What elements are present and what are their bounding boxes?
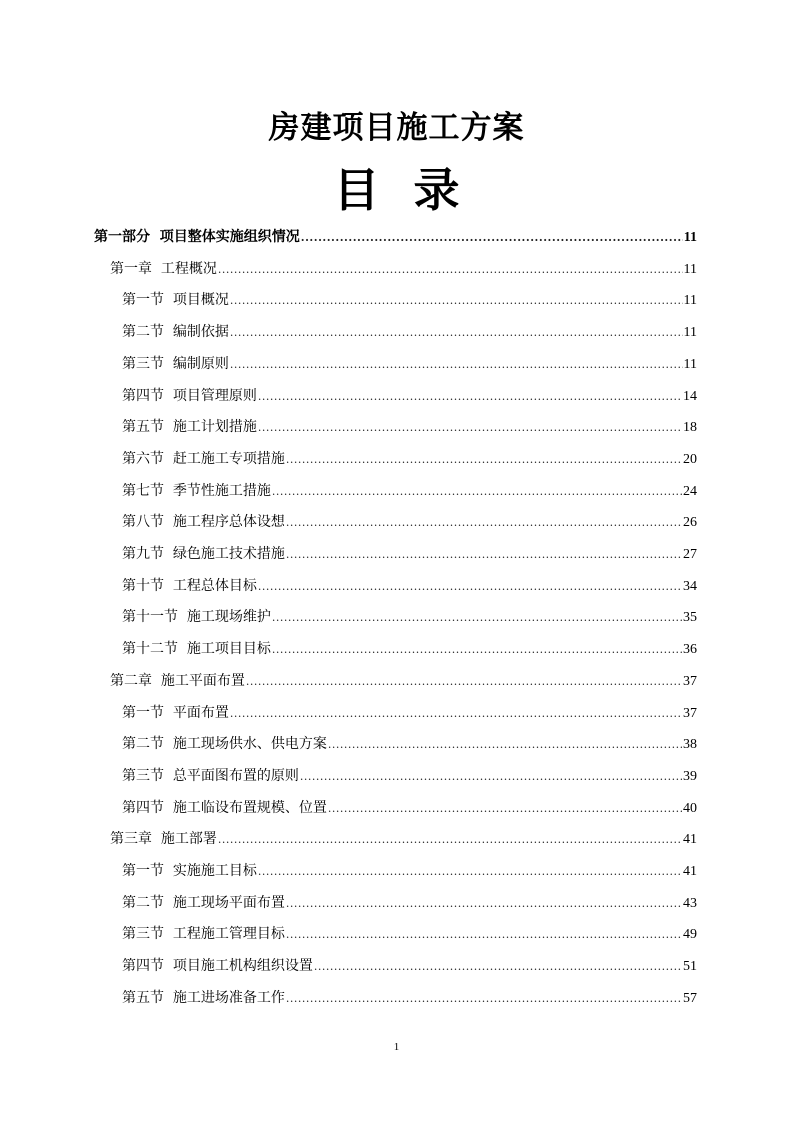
toc-entry-section[interactable]	[122, 416, 697, 438]
toc-entry-section[interactable]	[122, 987, 697, 1009]
toc-entry-section[interactable]	[122, 733, 697, 755]
toc-entry-label: 第四节 项目施工机构组织设置	[122, 958, 313, 975]
toc-entry-label: 第二章 施工平面布置	[110, 672, 245, 689]
dot-leader	[258, 861, 682, 883]
toc-entry-label: 第一部分 项目整体实施组织情况	[94, 229, 300, 245]
toc-entry-page: 34	[683, 578, 697, 594]
toc-entry-section[interactable]	[122, 385, 697, 407]
toc-entry-section[interactable]	[122, 575, 697, 597]
toc-entry-label: 第七节 季节性施工措施	[122, 482, 271, 499]
toc-entry-page: 11	[683, 230, 697, 245]
toc-entry-page: 51	[683, 959, 697, 975]
toc-entry-page: 38	[683, 737, 697, 753]
toc-entry-label: 第十节 工程总体目标	[122, 577, 257, 594]
toc-entry-label: 第二节 编制依据	[122, 324, 229, 341]
toc-entry-page: 40	[683, 800, 697, 816]
toc-entry-label: 第一节 实施施工目标	[122, 863, 257, 879]
dot-leader	[272, 481, 682, 503]
toc-entry-page: 27	[683, 547, 697, 562]
dot-leader	[301, 227, 683, 249]
toc-entry-section[interactable]	[122, 606, 697, 628]
dot-leader	[286, 924, 682, 946]
toc-entry-section[interactable]	[122, 321, 697, 343]
toc-entry-label: 第二节 施工现场供水、供电方案	[122, 736, 327, 753]
toc-entry-part-1[interactable]	[94, 226, 697, 248]
toc-entry-page: 37	[683, 705, 697, 721]
toc-entry-page: 20	[683, 451, 697, 467]
dot-leader	[258, 576, 682, 598]
toc-entry-section[interactable]	[122, 289, 697, 311]
toc-entry-label: 第一节 项目概况	[122, 292, 229, 309]
dot-leader	[258, 386, 682, 408]
toc-entry-section[interactable]	[122, 860, 697, 882]
toc-entry-section[interactable]	[122, 923, 697, 945]
toc-entry-label: 第十二节 施工项目目标	[122, 641, 271, 658]
dot-leader	[258, 417, 682, 439]
dot-leader	[230, 290, 683, 312]
document-title: 房建项目施工方案	[268, 110, 525, 146]
toc-entry-section[interactable]	[122, 638, 697, 660]
toc-entry-chapter-2[interactable]	[110, 670, 697, 692]
dot-leader	[218, 829, 682, 851]
toc-entry-label: 第五节 施工计划措施	[122, 419, 257, 436]
toc-entry-page: 39	[683, 768, 697, 784]
toc-entry-page: 11	[683, 356, 697, 372]
dot-leader	[286, 449, 682, 471]
toc-entry-label: 第一章 工程概况	[110, 260, 217, 277]
toc-entry-section[interactable]	[122, 955, 697, 977]
toc-entry-page: 35	[683, 610, 697, 626]
toc-entry-section[interactable]	[122, 480, 697, 502]
toc-entry-label: 第十一节 施工现场维护	[122, 609, 271, 626]
toc-entry-page: 18	[683, 420, 697, 436]
toc-entry-page: 36	[683, 642, 697, 658]
dot-leader	[328, 798, 682, 820]
dot-leader	[328, 734, 682, 756]
toc-entry-section[interactable]	[122, 448, 697, 470]
toc-entry-chapter-1[interactable]	[110, 258, 697, 280]
toc-entry-label: 第一节 平面布置	[122, 704, 229, 721]
dot-leader	[314, 956, 682, 978]
dot-leader	[230, 703, 682, 725]
toc-entry-section[interactable]	[122, 511, 697, 533]
toc-entry-section[interactable]	[122, 543, 697, 565]
toc-entry-page: 57	[683, 990, 697, 1006]
toc-entry-chapter-3[interactable]	[110, 828, 697, 850]
toc-entry-label: 第二节 施工现场平面布置	[122, 894, 285, 911]
dot-leader	[286, 988, 682, 1010]
dot-leader	[230, 322, 683, 344]
toc-entry-page: 11	[683, 261, 697, 277]
toc-entry-label: 第三章 施工部署	[110, 831, 217, 848]
dot-leader	[272, 607, 682, 629]
toc-entry-label: 第六节 赶工施工专项措施	[122, 450, 285, 467]
toc-entry-label: 第四节 项目管理原则	[122, 387, 257, 404]
toc-entry-section[interactable]	[122, 353, 697, 375]
toc-entry-page: 37	[683, 673, 697, 689]
toc-entry-page: 24	[683, 483, 697, 499]
dot-leader	[300, 766, 682, 788]
toc-entry-label: 第五节 施工进场准备工作	[122, 989, 285, 1006]
dot-leader	[286, 512, 682, 534]
toc-entry-label: 第八节 施工程序总体设想	[122, 514, 285, 531]
toc-entry-page: 41	[683, 864, 697, 879]
dot-leader	[218, 259, 683, 281]
toc-entry-section[interactable]	[122, 765, 697, 787]
toc-entry-section[interactable]	[122, 797, 697, 819]
toc-entry-label: 第四节 施工临设布置规模、位置	[122, 799, 327, 816]
toc-entry-page: 11	[683, 325, 697, 341]
toc-entry-label: 第九节 绿色施工技术措施	[122, 546, 285, 562]
toc-entry-page: 41	[683, 832, 697, 848]
toc-entry-section[interactable]	[122, 892, 697, 914]
toc-entry-label: 第三节 编制原则	[122, 355, 229, 372]
toc-entry-label: 第三节 总平面图布置的原则	[122, 767, 299, 784]
toc-entry-page: 26	[683, 515, 697, 531]
toc-entry-page: 49	[683, 927, 697, 943]
dot-leader	[272, 639, 682, 661]
dot-leader	[246, 671, 682, 693]
toc-entry-page: 43	[683, 895, 697, 911]
page-number: 1	[393, 1041, 400, 1053]
toc-entry-section[interactable]	[122, 702, 697, 724]
toc-entry-label: 第三节 工程施工管理目标	[122, 926, 285, 943]
dot-leader	[286, 893, 682, 915]
dot-leader	[286, 544, 682, 566]
toc-heading: 目 录	[333, 163, 460, 217]
toc-entry-page: 14	[683, 388, 697, 404]
toc-entry-page: 11	[683, 293, 697, 309]
dot-leader	[230, 354, 683, 376]
